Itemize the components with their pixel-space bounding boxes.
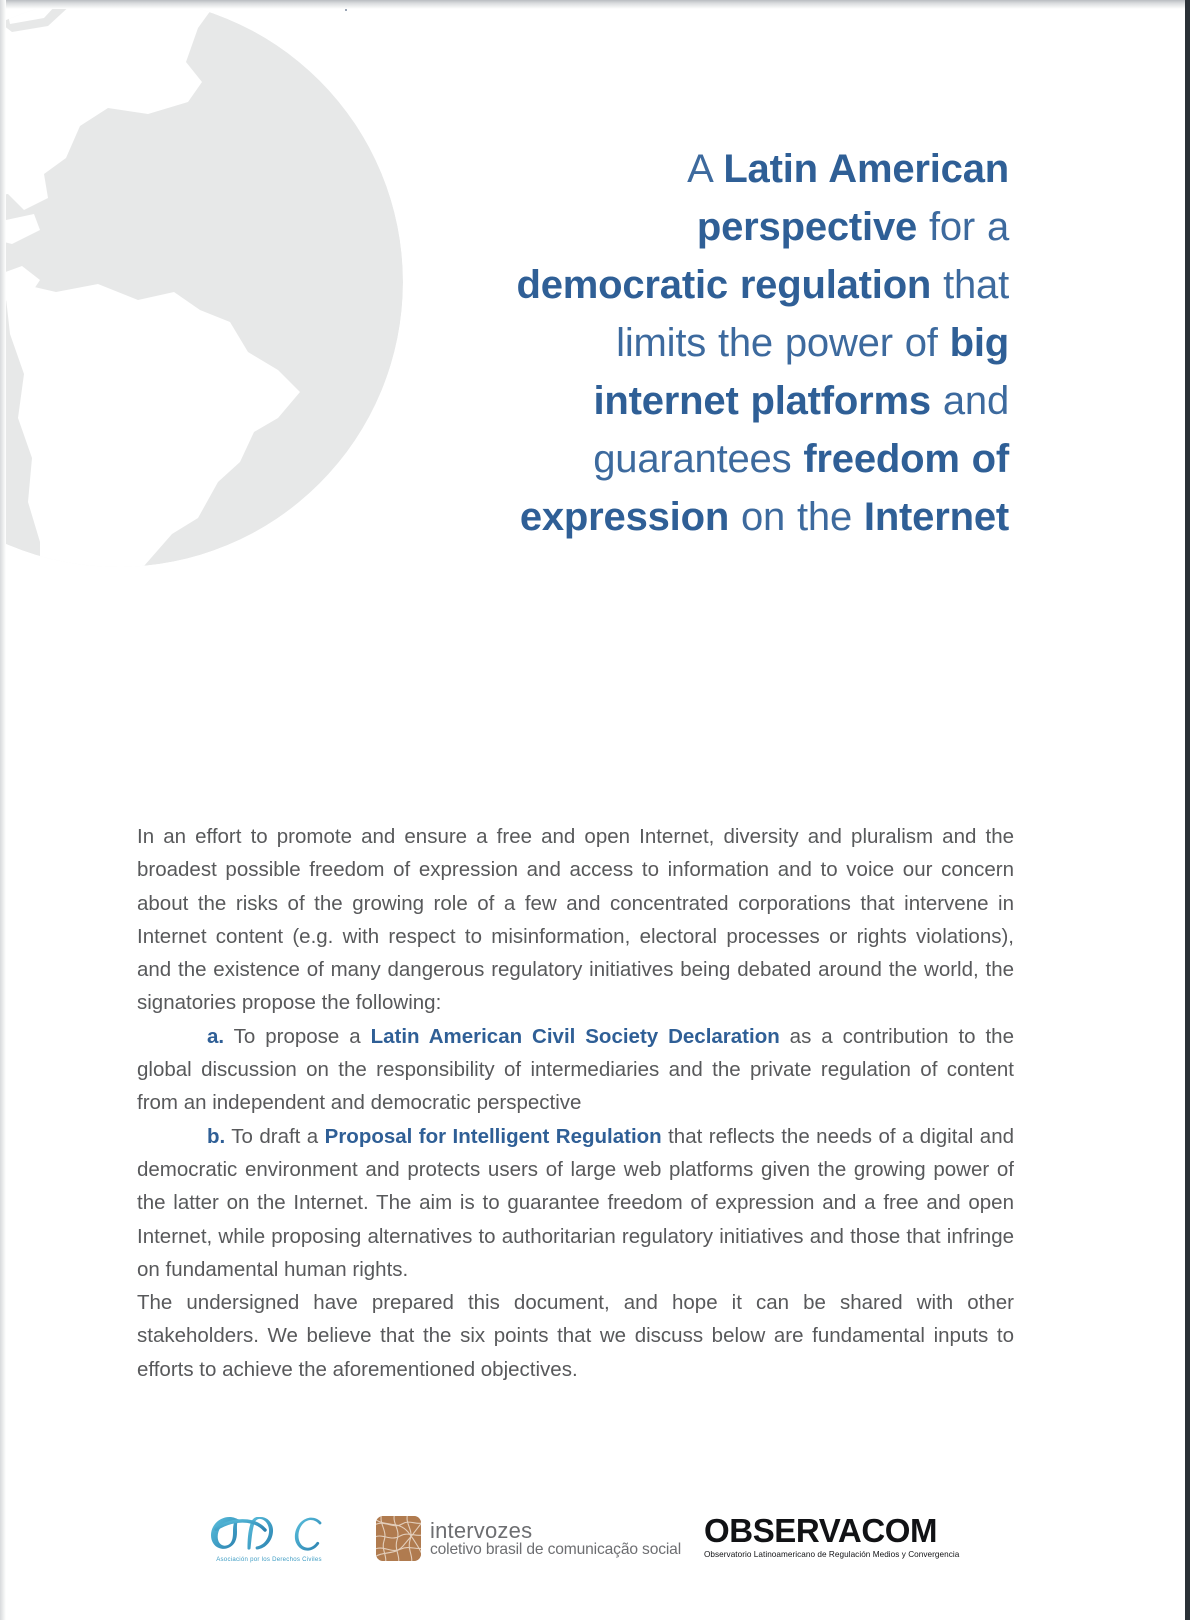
title-run-6: and guarantees <box>593 379 1009 481</box>
item-b-highlight: Proposal for Intelligent Regulation <box>324 1124 662 1148</box>
intervozes-mark-icon <box>376 1516 421 1561</box>
globe-graphic <box>0 0 458 662</box>
observacom-name: OBSERVACOM <box>704 1512 938 1549</box>
item-b-rest: that reflects the needs of a digital and democratic environment and protects users of large web platforms given the growing power of the latter on the Internet. The aim is to guarantee freedom of expression and a free and open Internet, while proposing alternatives to authoritarian regulatory initiatives and those that infringe on fundamental human rights. <box>137 1124 1014 1281</box>
item-a-lead: To propose a <box>224 1024 371 1048</box>
title-run-5: big internet platforms <box>593 321 1009 423</box>
body-text-block <box>137 820 1014 1386</box>
item-a-rest: as a contribution to the global discussion on the responsibility of intermediaries and the private regulation of content from an independent and democratic perspective <box>137 1024 1014 1115</box>
title-run-3: democratic regulation <box>516 263 932 307</box>
paragraph-intro: In an effort to promote and ensure a free and open Internet, diversity and pluralism and the broadest possible freedom of expression and access to information and to voice our concern about the risks of the growing role of a few and concentrated corporations that intervene in Internet content (e.g. with respect to misinformation, electoral processes or rights violations), and the existence of many dangerous regulatory initiatives being debated around the world, the signatories propose the following: <box>137 825 1014 1015</box>
scan-artifact-dot <box>345 9 347 11</box>
cover-title-block <box>479 140 1009 546</box>
title-run-8: on the <box>729 495 864 539</box>
title-run-1: Latin American perspective <box>696 147 1009 249</box>
title-run-7: freedom of expression <box>519 437 1009 539</box>
paragraph-item-b <box>137 1120 1014 1286</box>
paragraph-closing: The undersigned have prepared this document, and hope it can be shared with other stakeholders. We believe that the six points that we discuss below are fundamental inputs to efforts to achieve the aforementioned objectives. <box>137 1291 1014 1381</box>
page-title <box>479 140 1009 546</box>
title-run-0: A <box>687 147 724 191</box>
title-run-9: Internet <box>863 495 1009 539</box>
observacom-tagline: Observatorio Latinoamericano de Regulación Medios y Convergencia <box>704 1550 960 1559</box>
page-top-edge-shade <box>0 0 1185 9</box>
item-a-letter: a. <box>207 1024 225 1048</box>
logo-observacom <box>704 1514 959 1559</box>
paragraph-item-a <box>137 1020 1014 1120</box>
adc-wordmark-icon <box>203 1512 335 1554</box>
item-b-lead: To draft a <box>225 1124 325 1148</box>
logo-intervozes <box>376 1516 681 1561</box>
title-run-2: for a <box>917 205 1009 249</box>
page-left-edge-shade <box>0 0 6 1620</box>
footer-logo-row <box>0 1475 1185 1585</box>
intervozes-name: intervozes <box>430 1517 533 1543</box>
item-a-highlight: Latin American Civil Society Declaration <box>370 1024 780 1048</box>
item-b-letter: b. <box>207 1124 226 1148</box>
adc-tagline: Asociación por los Derechos Civiles <box>216 1556 322 1563</box>
title-run-4: that limits the power of <box>616 263 1009 365</box>
intervozes-tagline: coletivo brasil de comunicação social <box>430 1540 682 1558</box>
logo-adc <box>203 1512 335 1563</box>
